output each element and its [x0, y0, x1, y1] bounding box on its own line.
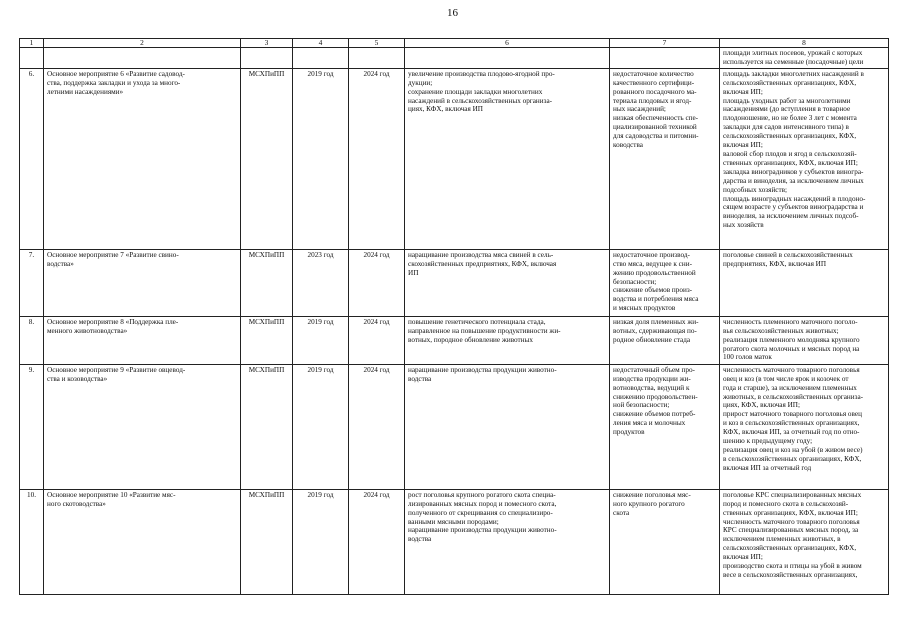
cell-line: продуктов — [613, 428, 645, 437]
cell-line: циях, КФХ, включая ИП — [408, 105, 483, 114]
cell-line: сохранение площади закладки многолетних — [408, 87, 543, 96]
cell-line: вья сельскохозяйственных животных; — [723, 326, 839, 335]
end-year-cell: 2024 год — [349, 68, 405, 249]
cell-line: сящем возрасте у субъектов виноградарства и — [723, 203, 864, 212]
cell-line: численность племенного маточного поголо- — [723, 317, 858, 326]
cell-line: площадь виноградных насаждений в плодоно- — [723, 194, 866, 203]
table-row — [20, 68, 889, 249]
cell-line: рост поголовья крупного рогатого скота специа- — [408, 490, 556, 499]
expected-result-cell — [405, 489, 610, 594]
measure-name-cell — [44, 316, 241, 364]
cell-line: овец и коз (в том числе ярок и козочек от — [723, 374, 849, 383]
expected-result-cell — [405, 364, 610, 489]
risk-cell — [610, 249, 720, 316]
header-cell: 6 — [405, 39, 610, 48]
cell-line: териала плодовых и ягод- — [613, 96, 692, 105]
cell-line: рогатого скота молочных и мясных пород на — [723, 344, 860, 353]
continuation-row — [20, 48, 889, 69]
cell-line: насаждений в сельскохозяйственных организа- — [408, 96, 553, 105]
end-year-cell: 2024 год — [349, 316, 405, 364]
cell-line: сельскохозяйственных организациях, КФХ, — [723, 544, 857, 553]
cell-line: площади элитных посевов, урожай с которых — [723, 49, 863, 57]
cell-line: виноделия, за исключением личных подсоб- — [723, 212, 859, 221]
cell-line: Основное мероприятие 10 «Развитие мяс- — [47, 490, 176, 499]
start-year-cell: 2019 год — [293, 316, 349, 364]
cell-line: численность маточного товарного поголовья — [723, 517, 860, 526]
measure-name-cell — [44, 489, 241, 594]
cell-line: включая ИП; — [723, 553, 763, 562]
measure-name-cell — [44, 249, 241, 316]
cell-line: исключением племенных животных, в — [723, 535, 841, 544]
executor-cell: МСХПиПП — [241, 316, 293, 364]
start-year-cell: 2023 год — [293, 249, 349, 316]
cell-line: используется на семенные (посадочные) цели — [723, 57, 864, 66]
cell-line: ления мяса и молочных — [613, 419, 686, 428]
header-cell: 7 — [610, 39, 720, 48]
cell-line: пород и помесного скота в сельскохозяй- — [723, 499, 849, 508]
cell-line: животных, в сельскохозяйственных организа- — [723, 392, 864, 401]
header-cell: 1 — [20, 39, 44, 48]
cell-line: ванными мясными породами; — [408, 517, 499, 526]
header-cell: 3 — [241, 39, 293, 48]
cell-line: подсобных хозяйств; — [723, 185, 788, 194]
cell-line: включая ИП за отчетный год — [723, 463, 812, 472]
indicators-cell — [720, 316, 889, 364]
cell-line: недостаточное количество — [613, 69, 694, 78]
cell-line: водства — [408, 374, 432, 383]
cell-line: площадь закладки многолетних насаждений в — [723, 69, 864, 78]
cell-line: скохозяйственных предприятиях, КФХ, включая — [408, 259, 557, 268]
cell-line: валовой сбор плодов и ягод в сельскохозяй- — [723, 149, 857, 158]
risk-cell — [610, 68, 720, 249]
cell-line: ной безопасности; — [613, 401, 670, 410]
row-number-cell: 7. — [20, 249, 44, 316]
cell-line: ственных организациях, КФХ, включая ИП; — [723, 158, 858, 167]
cell-line: безопасности; — [613, 277, 657, 286]
cell-line: направленное на повышение продуктивности жи- — [408, 326, 561, 335]
cell-line: снижение поголовья мяс- — [613, 490, 691, 499]
cell-line: водства» — [47, 259, 74, 268]
start-year-cell: 2019 год — [293, 364, 349, 489]
cell-line: летними насаждениями» — [47, 87, 124, 96]
cell-line: включая ИП; — [723, 141, 763, 150]
risk-cell — [610, 316, 720, 364]
cell-line: 100 голов маток — [723, 353, 772, 362]
cell-line: полученного от скрещивания со специализиро- — [408, 508, 553, 517]
end-year-cell: 2024 год — [349, 249, 405, 316]
cell-line: КРС специализированных мясных пород, за — [723, 526, 859, 535]
cell-line: предприятиях, КФХ, включая ИП — [723, 259, 827, 268]
cell-line: ководства — [613, 141, 643, 150]
executor-cell: МСХПиПП — [241, 364, 293, 489]
cell-line: ных насаждений; — [613, 105, 666, 114]
cell-line: циализированной техникой — [613, 123, 697, 132]
risk-cell — [610, 489, 720, 594]
cell-line: ИП — [408, 268, 419, 277]
expected-result-cell — [405, 316, 610, 364]
cell-line: менного животноводства» — [47, 326, 128, 335]
cell-line: ственных организациях, КФХ, включая ИП; — [723, 508, 858, 517]
cell-line: лизированных мясных пород и помесного скота, — [408, 499, 557, 508]
cell-line: Основное мероприятие 8 «Поддержка пле- — [47, 317, 179, 326]
row-number-cell: 10. — [20, 489, 44, 594]
indicators-cell — [720, 249, 889, 316]
header-cell: 8 — [720, 39, 889, 48]
cell-line: родное обновление стада — [613, 335, 691, 344]
cell-line: поголовье свиней в сельскохозяйственных — [723, 250, 853, 259]
cell-line: Основное мероприятие 6 «Развитие садовод- — [47, 69, 185, 78]
cell-line: наращивание производства мяса свиней в сель- — [408, 250, 554, 259]
executor-cell: МСХПиПП — [241, 68, 293, 249]
cell-line: закладка виноградников у субъектов виногра- — [723, 167, 864, 176]
header-cell: 5 — [349, 39, 405, 48]
end-year-cell: 2024 год — [349, 364, 405, 489]
cell-line: жению продовольственной — [613, 268, 696, 277]
cell-line: вотных, сдерживающая по- — [613, 326, 697, 335]
start-year-cell: 2019 год — [293, 489, 349, 594]
row-number-cell: 9. — [20, 364, 44, 489]
cell-line: вотноводства, ведущий к — [613, 383, 690, 392]
measures-table — [19, 38, 889, 595]
cell-line: прирост маточного товарного поголовья овец — [723, 410, 862, 419]
cell-line: снижение объемов произ- — [613, 286, 693, 295]
cell-line: рованного посадочного ма- — [613, 87, 697, 96]
cell-line: шению к предыдущему году; — [723, 437, 813, 446]
cell-line: численность маточного товарного поголовья — [723, 365, 860, 374]
cell-line: и мясных продуктов — [613, 304, 676, 313]
end-year-cell: 2024 год — [349, 489, 405, 594]
table-row — [20, 316, 889, 364]
cell-line: ство мяса, ведущее к сни- — [613, 259, 692, 268]
cell-line: закладки для садов интенсивного типа) в — [723, 123, 849, 132]
cell-line: дукции; — [408, 78, 433, 87]
cell-line: Основное мероприятие 9 «Развитие овцевод- — [47, 365, 186, 374]
cell-line: снижению продовольствен- — [613, 392, 698, 401]
expected-result-cell — [405, 68, 610, 249]
row-number-cell: 6. — [20, 68, 44, 249]
executor-cell: МСХПиПП — [241, 249, 293, 316]
cell-line: увеличение производства плодово-ягодной про- — [408, 69, 555, 78]
cell-line: снижение объемов потреб- — [613, 410, 696, 419]
cell-line: производство скота и птицы на убой в живом — [723, 562, 862, 571]
cell-line: ного скотоводства» — [47, 499, 106, 508]
table-row — [20, 364, 889, 489]
cell-line: дарства и виноделия, за исключением личных — [723, 176, 864, 185]
cell-line: сельскохозяйственных организациях, КФХ, — [723, 78, 857, 87]
cell-line: площадь уходных работ за многолетними — [723, 96, 851, 105]
cell-line: ных хозяйств — [723, 221, 764, 230]
indicators-cell — [720, 489, 889, 594]
cell-line: недостаточный объем про- — [613, 365, 695, 374]
cell-line: в сельскохозяйственных организациях, КФХ, — [723, 454, 862, 463]
row-number-cell: 8. — [20, 316, 44, 364]
cell-line: низкая обеспеченность спе- — [613, 114, 699, 123]
cell-line: ного крупного рогатого — [613, 499, 685, 508]
cell-line: наращивание производства продукции животно- — [408, 365, 557, 374]
start-year-cell: 2019 год — [293, 68, 349, 249]
page-number: 16 — [447, 7, 458, 19]
cell-line: циях, КФХ, включая ИП; — [723, 401, 800, 410]
cell-line: сельскохозяйственных организациях, КФХ, — [723, 132, 857, 141]
cell-line: изводства продукции жи- — [613, 374, 691, 383]
header-cell: 2 — [44, 39, 241, 48]
cell-line: качественного сертифици- — [613, 78, 695, 87]
cell-line: поголовье КРС специализированных мясных — [723, 490, 862, 499]
expected-result-cell — [405, 249, 610, 316]
cell-line: водства и потребления мяса — [613, 295, 699, 304]
measure-name-cell — [44, 68, 241, 249]
cell-line: повышение генетического потенциала стада, — [408, 317, 546, 326]
indicators-cell — [720, 48, 889, 69]
cell-line: года и старше), за исключением племенных — [723, 383, 857, 392]
table-row — [20, 489, 889, 594]
cell-line: Основное мероприятие 7 «Развитие свино- — [47, 250, 179, 259]
indicators-cell — [720, 364, 889, 489]
header-cell: 4 — [293, 39, 349, 48]
cell-line: ства и козоводства» — [47, 374, 108, 383]
cell-line: вотных, породное обновление животных — [408, 335, 533, 344]
cell-line: ства, поддержка закладки и ухода за много- — [47, 78, 181, 87]
measure-name-cell — [44, 364, 241, 489]
cell-line: для садоводства и питомни- — [613, 132, 699, 141]
cell-line: плодоношение, но не более 3 лет с момента — [723, 114, 857, 123]
cell-line: наращивание производства продукции животно- — [408, 526, 557, 535]
cell-line: включая ИП; — [723, 87, 763, 96]
cell-line: недостаточное производ- — [613, 250, 690, 259]
cell-line: реализация овец и коз на убой (в живом весе) — [723, 445, 863, 454]
indicators-cell — [720, 68, 889, 249]
cell-line: КФХ, включая ИП, за отчетный год по отно- — [723, 428, 860, 437]
risk-cell — [610, 364, 720, 489]
header-row — [20, 39, 889, 48]
cell-line: низкая доля племенных жи- — [613, 317, 699, 326]
cell-line: реализация племенного молодняка крупного — [723, 335, 860, 344]
executor-cell: МСХПиПП — [241, 489, 293, 594]
cell-line: весе в сельскохозяйственных организациях, — [723, 570, 858, 579]
table-row — [20, 249, 889, 316]
cell-line: насаждениями (до вступления в товарное — [723, 105, 851, 114]
cell-line: и коз в сельскохозяйственных организациях, — [723, 419, 860, 428]
cell-line: скота — [613, 508, 630, 517]
cell-line: водства — [408, 535, 432, 544]
